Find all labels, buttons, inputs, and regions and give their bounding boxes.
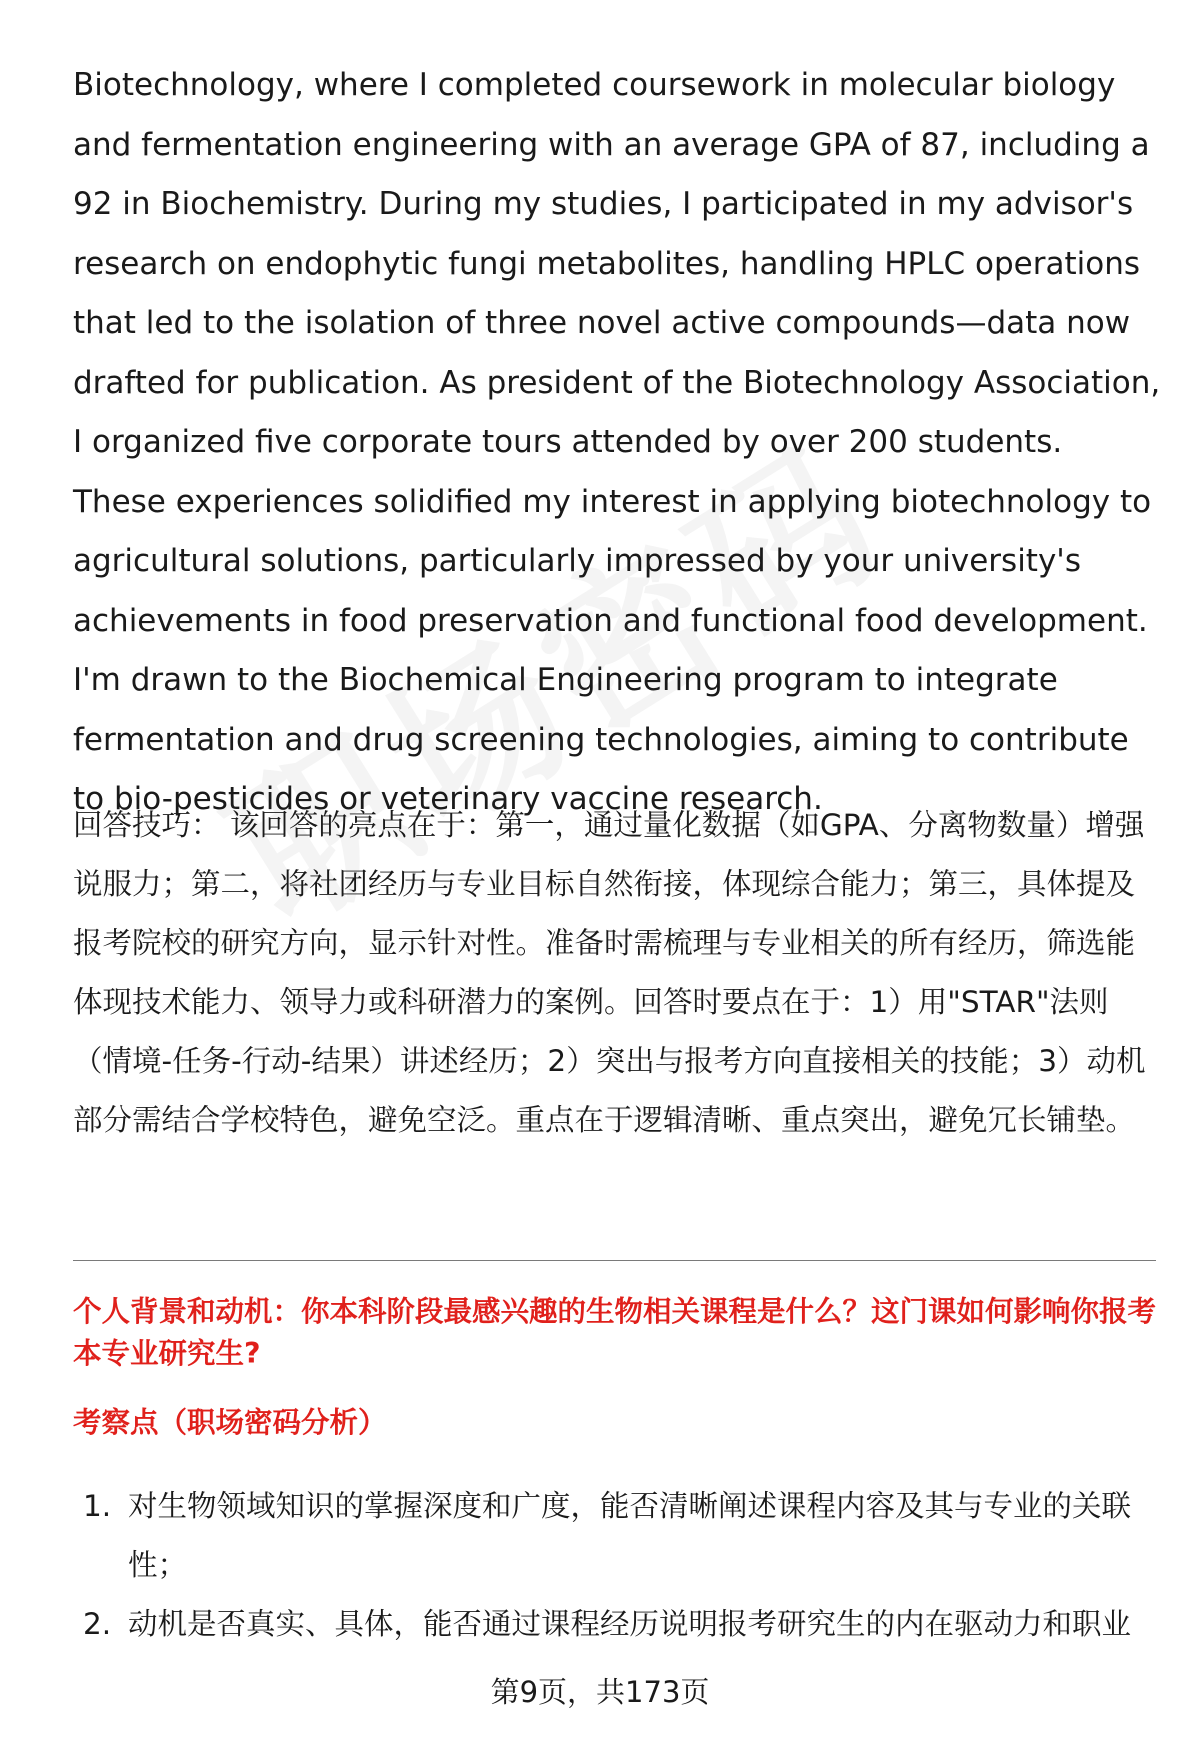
assessment-points-title: 考察点（职场密码分析） xyxy=(73,1406,387,1439)
question-heading: 个人背景和动机：你本科阶段最感兴趣的生物相关课程是什么？这门课如何影响你报考本专业研究生? xyxy=(73,1295,1157,1370)
answer-tips-paragraph: 回答技巧： 该回答的亮点在于：第一，通过量化数据（如GPA、分离物数量）增强说服力；第二，将社团经历与专业目标自然衔接，体现综合能力；第三，具体提及报考院校的研究方向，显示针对性。准备时需梳理与专业相关的所有经历，筛选能体现技术能力、领导力或科研潜力的案例。回答时要点在于：1）用"STAR"法则（情境-任务-行动-结果）讲述经历；2）突出与报考方向直接相关的技能；3）动机部分需结合学校特色，避免空泛。重点在于逻辑清晰、重点突出，避免冗长铺垫。 xyxy=(73,808,1146,1137)
list-item-number: 2. xyxy=(83,1607,112,1641)
list-item xyxy=(73,1595,1163,1654)
assessment-points-list xyxy=(73,1477,1163,1654)
list-item-number: 1. xyxy=(83,1489,112,1523)
list-item-text: 动机是否真实、具体，能否通过课程经历说明报考研究生的内在驱动力和职业 xyxy=(128,1607,1132,1641)
section-divider xyxy=(73,1260,1156,1261)
english-answer-paragraph: Biotechnology, where I completed coursework in molecular biology and fermentation engineering with an average GPA of 87, including a 92 in Biochemistry. During my studies, I participated in my advisor's research on endophytic fungi metabolites, handling HPLC operations that led to the isolation of three novel active compounds—data now drafted for publication. As president of the Biotechnology Association, I organized five corporate tours attended by over 200 students. These experiences solidified my interest in applying biotechnology to agricultural solutions, particularly impressed by your university's achievements in food preservation and functional food development. I'm drawn to the Biochemical Engineering program to integrate fermentation and drug screening technologies, aiming to contribute to bio-pesticides or veterinary vaccine research. xyxy=(73,67,1161,817)
list-item-text: 对生物领域知识的掌握深度和广度，能否清晰阐述课程内容及其与专业的关联性； xyxy=(128,1489,1132,1582)
page-number-footer: 第9页，共173页 xyxy=(490,1675,710,1709)
list-item xyxy=(73,1477,1163,1595)
